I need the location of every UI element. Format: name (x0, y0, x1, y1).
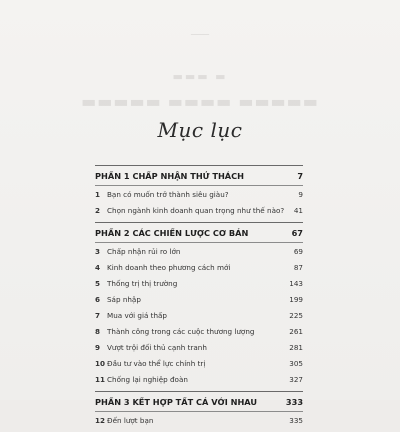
chapter-number: 10 (95, 358, 106, 368)
chapter-number: 5 (95, 278, 101, 288)
chapter-number: 8 (95, 326, 101, 336)
chapter-page-number: 9 (298, 189, 303, 199)
toc-chapter-entry[interactable] (95, 291, 303, 307)
leader-line (269, 175, 292, 176)
toc-chapter-entry[interactable] (95, 323, 303, 339)
chapter-number: 7 (95, 310, 101, 320)
show-through-text: ▬▬▬ ▬ (172, 70, 228, 83)
part-page-number: 333 (285, 396, 304, 407)
chapter-title: Sáp nhập (107, 294, 141, 304)
chapter-number: 1 (95, 189, 101, 199)
chapter-number: 6 (95, 294, 101, 304)
toc-chapter-entry[interactable] (95, 243, 303, 259)
chapter-title: Bạn có muốn trở thành siêu giàu? (107, 189, 229, 199)
chapter-page-number: 41 (293, 205, 303, 215)
chapter-number: 11 (95, 374, 106, 384)
chapter-page-number: 69 (293, 246, 303, 256)
leader-line (268, 232, 286, 233)
chapter-page-number: 261 (289, 326, 303, 336)
chapter-number: 12 (95, 415, 106, 425)
part-title: PHẦN 1 CHẤP NHẬN THỬ THÁCH (95, 170, 244, 181)
chapter-title: Vượt trội đối thủ cạnh tranh (107, 342, 207, 352)
part-title: PHẦN 2 CÁC CHIẾN LƯỢC CƠ BẢN (95, 227, 249, 238)
part-page-number: 7 (297, 170, 304, 181)
table-of-contents (95, 165, 303, 432)
chapter-title: Kinh doanh theo phương cách mới (107, 262, 231, 272)
chapter-page-number: 143 (289, 278, 303, 288)
chapter-title: Chống lại nghiệp đoàn (107, 374, 188, 384)
chapter-number: 2 (95, 205, 101, 215)
toc-chapter-entry[interactable] (95, 371, 303, 387)
show-through-text: ▬▬▬▬▬ ▬▬▬▬ ▬▬▬▬▬ (81, 92, 319, 111)
toc-chapter-entry[interactable] (95, 355, 303, 371)
chapter-page-number: 199 (289, 294, 303, 304)
toc-chapter-entry[interactable] (95, 259, 303, 275)
toc-title: Mục lục (157, 118, 243, 142)
chapter-title: Đến lượt bạn (107, 415, 154, 425)
chapter-title: Thành công trong các cuộc thương lượng (107, 326, 255, 336)
toc-part-heading[interactable] (95, 392, 303, 411)
toc-part-heading[interactable] (95, 166, 303, 185)
show-through-text: ─── (190, 30, 210, 41)
leader-line (269, 401, 279, 402)
toc-chapter-entry[interactable] (95, 307, 303, 323)
chapter-number: 3 (95, 246, 101, 256)
chapter-page-number: 281 (289, 342, 303, 352)
toc-chapter-entry[interactable] (95, 275, 303, 291)
toc-chapter-entry[interactable] (95, 186, 303, 202)
chapter-page-number: 335 (289, 415, 303, 425)
toc-chapter-entry[interactable] (95, 339, 303, 355)
part-title: PHẦN 3 KẾT HỢP TẤT CẢ VỚI NHAU (95, 396, 258, 407)
chapter-page-number: 225 (289, 310, 303, 320)
toc-chapter-entry[interactable] (95, 412, 303, 428)
chapter-title: Chấp nhận rủi ro lớn (107, 246, 181, 256)
chapter-page-number: 87 (293, 262, 303, 272)
chapter-page-number: 305 (289, 358, 303, 368)
chapter-title: Thống trị thị trường (107, 278, 178, 288)
chapter-title: Mua với giá thấp (107, 310, 167, 320)
chapter-number: 4 (95, 262, 101, 272)
section-spacer (95, 428, 303, 432)
chapter-number: 9 (95, 342, 101, 352)
toc-chapter-entry[interactable] (95, 202, 303, 218)
chapter-page-number: 327 (289, 374, 303, 384)
chapter-title: Chọn ngành kinh doanh quan trọng như thế nào? (107, 205, 285, 215)
part-page-number: 67 (291, 227, 304, 238)
chapter-title: Đầu tư vào thể lực chính trị (107, 358, 206, 368)
toc-part-heading[interactable] (95, 223, 303, 242)
